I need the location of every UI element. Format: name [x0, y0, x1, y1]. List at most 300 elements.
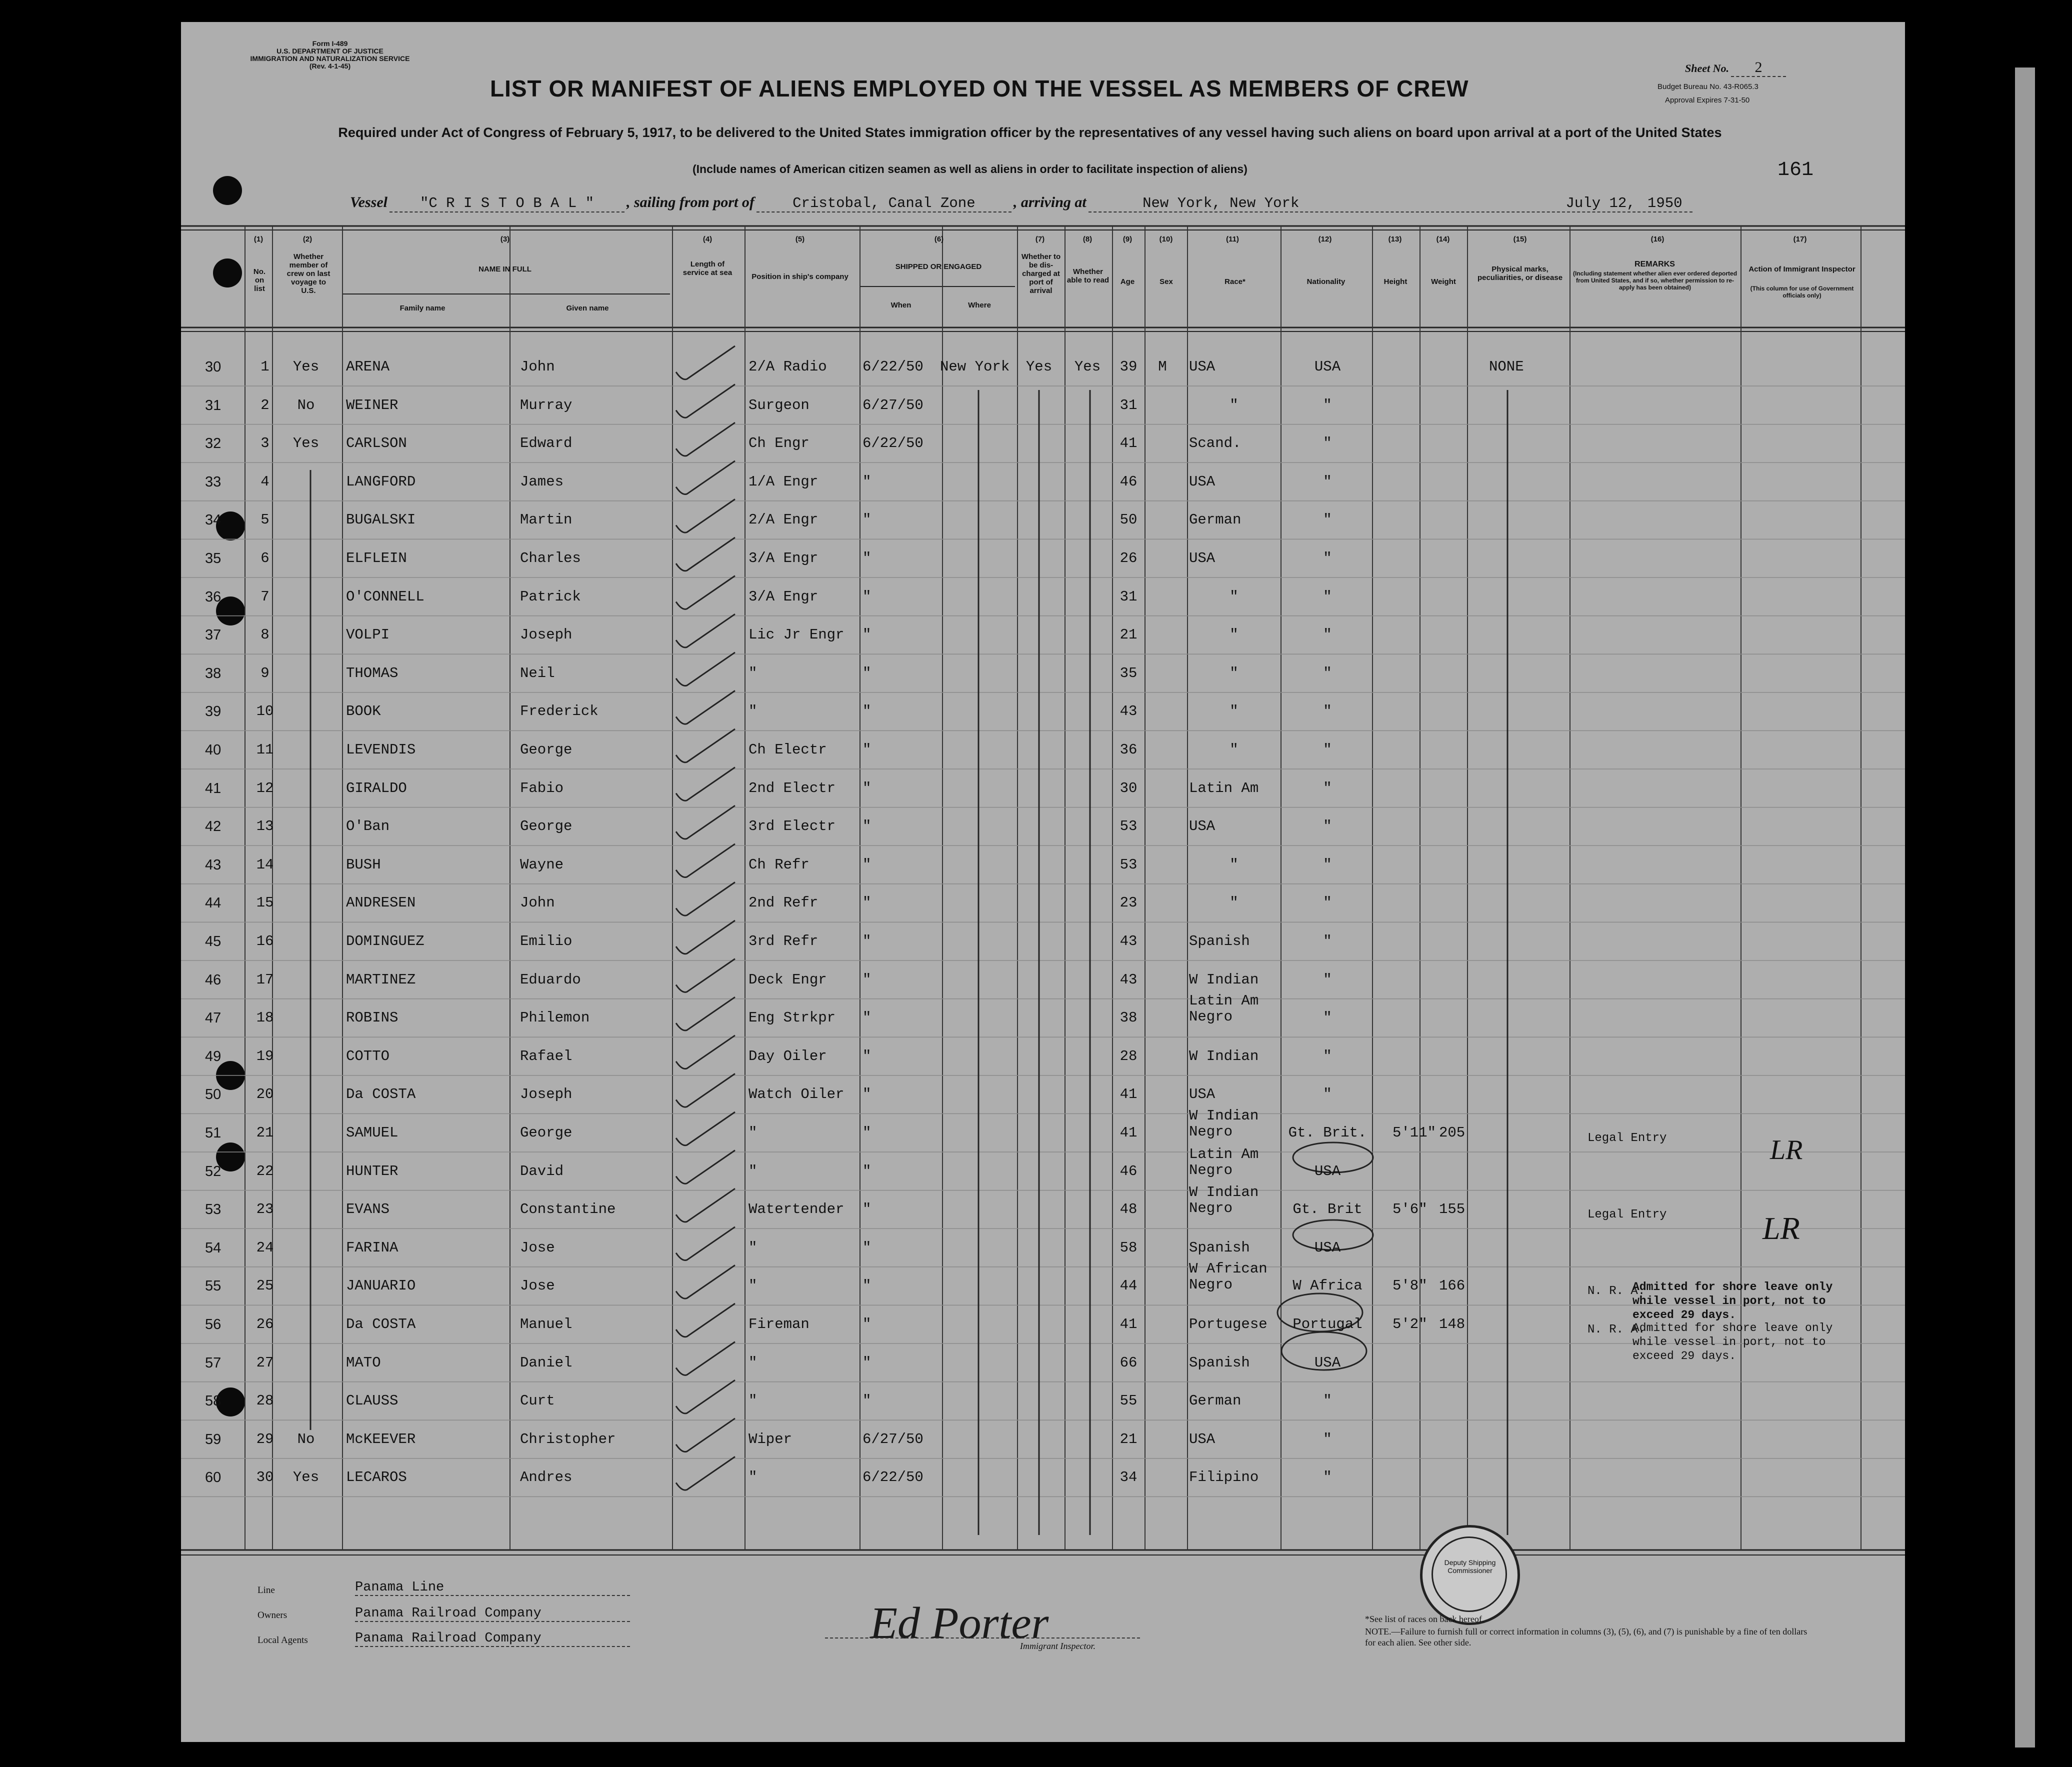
- age: 31: [1120, 396, 1138, 414]
- position: 2nd Refr: [748, 894, 818, 912]
- position: ": [748, 703, 758, 720]
- prev-voyage: No: [297, 396, 315, 414]
- shipped-when: ": [862, 1354, 872, 1371]
- given-name: Wayne: [520, 856, 564, 873]
- line-number: 60: [205, 1470, 222, 1486]
- given-name: Constantine: [520, 1201, 616, 1218]
- able-read: Yes: [1074, 358, 1101, 375]
- nationality: ": [1323, 933, 1332, 950]
- given-name: James: [520, 473, 564, 490]
- race: [1189, 1184, 1258, 1216]
- position: 3/A Engr: [748, 588, 818, 605]
- header-age: Age: [1120, 278, 1135, 286]
- footer-line-label: Line: [258, 1585, 275, 1596]
- row-number: 7: [260, 588, 270, 605]
- age: 38: [1120, 1010, 1138, 1026]
- footer-note-fine: NOTE.—Failure to furnish full or correct information in columns (3), (5), (6), and (7) is punishable by a fine of ten dollars for each alien. See other side.: [1365, 1626, 1808, 1648]
- shipped-when: ": [862, 626, 872, 644]
- position: Lic Jr Engr: [748, 626, 844, 644]
- family-name: MARTINEZ: [346, 971, 416, 988]
- nationality: ": [1323, 626, 1332, 644]
- admitted-stamp: Admitted for shore leave only while vessel in port, not to exceed 29 days.: [1632, 1322, 1833, 1362]
- age: 41: [1120, 1086, 1138, 1103]
- race-line: Negro: [1189, 1200, 1233, 1217]
- given-name: Emilio: [520, 933, 572, 950]
- nationality: USA: [1314, 1239, 1341, 1256]
- nationality: ": [1323, 512, 1332, 528]
- position: ": [748, 1239, 758, 1256]
- race: W Indian: [1189, 971, 1259, 988]
- height: 5'8": [1392, 1278, 1428, 1294]
- age: 41: [1120, 435, 1138, 452]
- arrival-date: July 12,: [1356, 195, 1636, 212]
- row-number: 14: [256, 856, 274, 873]
- nationality: USA: [1314, 1354, 1341, 1371]
- race: Spanish: [1189, 1239, 1250, 1256]
- shipped-when: ": [862, 894, 872, 912]
- position: ": [748, 664, 758, 682]
- header-sex: Sex: [1160, 278, 1173, 286]
- position: ": [748, 1162, 758, 1180]
- line-number: 41: [205, 780, 222, 796]
- nationality: W Africa: [1292, 1278, 1362, 1294]
- age: 66: [1120, 1354, 1138, 1371]
- age: 31: [1120, 588, 1138, 605]
- family-name: FARINA: [346, 1239, 398, 1256]
- age: 34: [1120, 1469, 1138, 1486]
- given-name: Manuel: [520, 1316, 572, 1332]
- given-name: John: [520, 358, 555, 375]
- row-number: 16: [256, 933, 274, 950]
- given-name: Edward: [520, 435, 572, 452]
- col-num: (17): [1793, 235, 1807, 244]
- race: Filipino: [1189, 1469, 1259, 1486]
- row-number: 4: [260, 473, 270, 490]
- row-number: 10: [256, 703, 274, 720]
- race: ": [1230, 894, 1238, 912]
- age: 30: [1120, 780, 1138, 796]
- line-number: 57: [205, 1354, 222, 1371]
- race: USA: [1189, 550, 1216, 566]
- race: Portugese: [1189, 1316, 1268, 1332]
- footer-agents-label: Local Agents: [258, 1635, 308, 1646]
- prev-voyage: Yes: [292, 1469, 320, 1486]
- race-line: Negro: [1189, 1124, 1233, 1140]
- position: 2nd Electr: [748, 780, 836, 796]
- col-num: (2): [302, 235, 312, 244]
- line-number: 31: [205, 397, 222, 414]
- service-checkmark: [676, 690, 735, 724]
- nationality: ": [1323, 664, 1332, 682]
- nationality: ": [1323, 1048, 1332, 1064]
- nationality: ": [1323, 780, 1332, 796]
- line-number: 35: [205, 550, 222, 566]
- given-name: Neil: [520, 664, 555, 682]
- position: 2/A Engr: [748, 512, 818, 528]
- service-checkmark: [676, 384, 735, 418]
- position: 3rd Refr: [748, 933, 818, 950]
- age: 43: [1120, 971, 1138, 988]
- race: [1189, 1261, 1268, 1293]
- row-number: 25: [256, 1278, 274, 1294]
- shipped-when: ": [862, 1392, 872, 1410]
- row-number: 21: [256, 1124, 274, 1141]
- given-name: Fabio: [520, 780, 564, 796]
- row-number: 23: [256, 1201, 274, 1218]
- race-line: Latin Am: [1189, 1146, 1259, 1162]
- col-num: (15): [1513, 235, 1527, 244]
- service-checkmark: [676, 1150, 735, 1184]
- weight: 148: [1439, 1316, 1466, 1332]
- family-name: O'CONNELL: [346, 588, 424, 605]
- given-name: Eduardo: [520, 971, 581, 988]
- port-from: Cristobal, Canal Zone: [756, 195, 1012, 212]
- line-number: 49: [205, 1048, 222, 1064]
- arrival-year: 1950: [1638, 195, 1692, 212]
- race-line: W African: [1189, 1260, 1268, 1278]
- given-name: Christopher: [520, 1430, 616, 1448]
- shipped-when: ": [862, 550, 872, 566]
- row-number: 6: [260, 550, 270, 566]
- handwritten-initials: LR: [1770, 1134, 1803, 1166]
- given-name: Frederick: [520, 703, 598, 720]
- race-line: Negro: [1189, 1008, 1233, 1026]
- line-number: 44: [205, 895, 222, 912]
- inspector-label: Immigrant Inspector.: [1020, 1641, 1096, 1651]
- service-checkmark: [676, 1456, 735, 1490]
- nationality: Gt. Brit: [1292, 1201, 1362, 1218]
- family-name: BOOK: [346, 703, 381, 720]
- given-name: George: [520, 818, 572, 835]
- shipped-when: ": [862, 1086, 872, 1103]
- header-action: Action of Immigrant Inspector: [1748, 265, 1856, 274]
- col-num: (1): [254, 235, 264, 244]
- service-checkmark: [676, 1380, 735, 1414]
- family-name: COTTO: [346, 1048, 390, 1064]
- service-checkmark: [676, 1036, 735, 1069]
- shipped-when: 6/22/50: [862, 358, 924, 375]
- position: Ch Engr: [748, 435, 810, 452]
- given-name: David: [520, 1162, 564, 1180]
- race: Spanish: [1189, 933, 1250, 950]
- shipped-when: 6/22/50: [862, 1469, 924, 1486]
- header-no-on-list: No. on list: [253, 268, 266, 293]
- row-number: 18: [256, 1010, 274, 1026]
- shipped-when: ": [862, 588, 872, 605]
- col-num: (4): [702, 235, 712, 244]
- prev-voyage: No: [297, 1430, 315, 1448]
- row-number: 30: [256, 1469, 274, 1486]
- age: 28: [1120, 1048, 1138, 1064]
- nationality: ": [1323, 1430, 1332, 1448]
- age: 58: [1120, 1239, 1138, 1256]
- age: 39: [1120, 358, 1138, 375]
- line-number: 43: [205, 856, 222, 873]
- given-name: Philemon: [520, 1010, 590, 1026]
- service-checkmark: [676, 346, 735, 380]
- shipped-when: 6/27/50: [862, 396, 924, 414]
- given-name: George: [520, 1124, 572, 1141]
- line-number: 51: [205, 1125, 222, 1141]
- shipped-when: ": [862, 742, 872, 758]
- nationality: ": [1323, 396, 1332, 414]
- position: Wiper: [748, 1430, 792, 1448]
- weight: 205: [1439, 1124, 1466, 1141]
- service-checkmark: [676, 1304, 735, 1337]
- position: ": [748, 1278, 758, 1294]
- port-stamp-center: Deputy Shipping Commissioner: [1444, 1558, 1496, 1574]
- age: 43: [1120, 933, 1138, 950]
- col-num: (5): [795, 235, 805, 244]
- col-num: (7): [1035, 235, 1045, 244]
- shipped-when: ": [862, 971, 872, 988]
- given-name: Murray: [520, 396, 572, 414]
- shipped-when: ": [862, 473, 872, 490]
- footer-line-value: Panama Line: [355, 1580, 630, 1596]
- nationality: ": [1323, 435, 1332, 452]
- col-num: (12): [1318, 235, 1332, 244]
- shipped-when: ": [862, 1048, 872, 1064]
- family-name: MATO: [346, 1354, 381, 1371]
- row-number: 29: [256, 1430, 274, 1448]
- race: [1189, 993, 1258, 1025]
- shipped-when: 6/27/50: [862, 1430, 924, 1448]
- line-number: 50: [205, 1086, 222, 1103]
- col-num: (11): [1226, 235, 1239, 244]
- race: Scand.: [1189, 435, 1242, 452]
- row-number: 15: [256, 894, 274, 912]
- service-checkmark: [676, 576, 735, 610]
- shipped-when: ": [862, 780, 872, 796]
- age: 23: [1120, 894, 1138, 912]
- subtitle: Required under Act of Congress of February 5, 1917, to be delivered to the United States immigration officer by the representatives of any vessel having such aliens on board upon arrival at a port of the United States: [338, 125, 1722, 140]
- nationality: ": [1323, 703, 1332, 720]
- header-length-service: Length of service at sea: [682, 260, 732, 277]
- race-line: W Indian: [1189, 1108, 1259, 1124]
- stamp-number: 161: [1778, 159, 1814, 182]
- position: Deck Engr: [748, 971, 827, 988]
- position: 3/A Engr: [748, 550, 818, 566]
- nationality: ": [1323, 894, 1332, 912]
- age: 35: [1120, 664, 1138, 682]
- race-line: Negro: [1189, 1276, 1233, 1294]
- position: Fireman: [748, 1316, 810, 1332]
- nationality: ": [1323, 1086, 1332, 1103]
- row-number: 3: [260, 435, 270, 452]
- line-number: 53: [205, 1202, 222, 1218]
- height: 5'6": [1392, 1201, 1428, 1218]
- family-name: THOMAS: [346, 664, 398, 682]
- line-number: 36: [205, 588, 222, 605]
- service-checkmark: [676, 1418, 735, 1452]
- service-checkmark: [676, 499, 735, 532]
- family-name: WEINER: [346, 396, 398, 414]
- family-name: CLAUSS: [346, 1392, 398, 1410]
- shipped-when: ": [862, 856, 872, 873]
- position: Day Oiler: [748, 1048, 827, 1064]
- age: 55: [1120, 1392, 1138, 1410]
- col-num: (3): [500, 235, 510, 244]
- shipped-when: ": [862, 1239, 872, 1256]
- header-when: When: [890, 301, 912, 310]
- race: Spanish: [1189, 1354, 1250, 1371]
- header-family-name: Family name: [400, 304, 446, 312]
- age: 46: [1120, 1162, 1138, 1180]
- line-number: 30: [205, 359, 222, 375]
- nationality: USA: [1314, 1162, 1341, 1180]
- shipped-when: ": [862, 1316, 872, 1332]
- position: 1/A Engr: [748, 473, 818, 490]
- nationality: Portugal: [1292, 1316, 1362, 1332]
- header-physical: Physical marks, peculiarities, or disease: [1477, 265, 1563, 282]
- header-height: Height: [1384, 278, 1408, 286]
- race: ": [1230, 703, 1238, 720]
- header-nationality: Nationality: [1306, 278, 1346, 286]
- given-name: Jose: [520, 1278, 555, 1294]
- row-number: 2: [260, 396, 270, 414]
- line-number: 46: [205, 972, 222, 988]
- remarks: N. R. A.: [1588, 1284, 1646, 1298]
- shipped-when: ": [862, 1162, 872, 1180]
- prev-voyage: Yes: [292, 435, 320, 452]
- col-num: (14): [1436, 235, 1450, 244]
- service-checkmark: [676, 1265, 735, 1298]
- family-name: Da COSTA: [346, 1316, 416, 1332]
- row-number: 27: [256, 1354, 274, 1371]
- row-number: 17: [256, 971, 274, 988]
- age: 21: [1120, 626, 1138, 644]
- given-name: Daniel: [520, 1354, 572, 1371]
- weight: 155: [1439, 1201, 1466, 1218]
- header-name-in-full: NAME IN FULL: [478, 265, 532, 274]
- service-checkmark: [676, 422, 735, 456]
- position: Surgeon: [748, 396, 810, 414]
- family-name: ELFLEIN: [346, 550, 407, 566]
- race: USA: [1189, 818, 1216, 835]
- row-number: 8: [260, 626, 270, 644]
- header-able-read: Whether able to read: [1066, 268, 1110, 284]
- family-name: LANGFORD: [346, 473, 416, 490]
- header-where: Where: [968, 301, 991, 310]
- header-discharged: Whether to be dis-charged at port of arrival: [1021, 252, 1061, 295]
- family-name: LEVENDIS: [346, 742, 416, 758]
- race: German: [1189, 1392, 1242, 1410]
- age: 46: [1120, 473, 1138, 490]
- page-title: LIST OR MANIFEST OF ALIENS EMPLOYED ON THE VESSEL AS MEMBERS OF CREW: [490, 76, 1469, 102]
- footer-owners-value: Panama Railroad Company: [355, 1606, 630, 1622]
- line-number: 59: [205, 1431, 222, 1448]
- footer-owners-label: Owners: [258, 1610, 288, 1620]
- position: ": [748, 1124, 758, 1141]
- line-number: 47: [205, 1010, 222, 1026]
- service-checkmark: [676, 1227, 735, 1260]
- height: 5'2": [1392, 1316, 1428, 1332]
- footer-note-races: *See list of races on back hereof.: [1365, 1614, 1484, 1624]
- position: Ch Refr: [748, 856, 810, 873]
- nationality: ": [1323, 818, 1332, 835]
- port-to: New York, New York: [1088, 195, 1354, 212]
- position: Watertender: [748, 1201, 844, 1218]
- header-given-name: Given name: [566, 304, 609, 312]
- header-action-sub: (This column for use of Government officials only): [1750, 285, 1854, 299]
- remarks: Legal Entry: [1588, 1208, 1667, 1222]
- shipped-when: ": [862, 1278, 872, 1294]
- given-name: Curt: [520, 1392, 555, 1410]
- header-shipped: SHIPPED OR ENGAGED: [895, 262, 982, 271]
- col-num: (13): [1388, 235, 1402, 244]
- family-name: SAMUEL: [346, 1124, 398, 1141]
- age: 41: [1120, 1316, 1138, 1332]
- header-remarks: REMARKS: [1634, 260, 1675, 268]
- col-num: (16): [1650, 235, 1664, 244]
- race: Latin Am: [1189, 780, 1259, 796]
- family-name: VOLPI: [346, 626, 390, 644]
- position: ": [748, 1392, 758, 1410]
- line-number: 42: [205, 818, 222, 835]
- nationality: ": [1323, 473, 1332, 490]
- position: Ch Electr: [748, 742, 827, 758]
- approval-expires: Approval Expires 7-31-50: [1665, 96, 1750, 104]
- family-name: BUSH: [346, 856, 381, 873]
- row-number: 22: [256, 1162, 274, 1180]
- race: USA: [1189, 358, 1216, 375]
- service-checkmark: [676, 920, 735, 954]
- footer-agents-value: Panama Railroad Company: [355, 1631, 630, 1647]
- race-line: W Indian: [1189, 1184, 1259, 1201]
- family-name: HUNTER: [346, 1162, 398, 1180]
- age: 43: [1120, 703, 1138, 720]
- line-number: 54: [205, 1240, 222, 1256]
- row-number: 1: [260, 358, 270, 375]
- row-number: 13: [256, 818, 274, 835]
- age: 48: [1120, 1201, 1138, 1218]
- form-identifier: Form I-489 U.S. DEPARTMENT OF JUSTICE IMMIGRATION AND NATURALIZATION SERVICE (Rev. 4-1-45): [250, 40, 410, 70]
- service-checkmark: [676, 806, 735, 839]
- row-number: 24: [256, 1239, 274, 1256]
- race: ": [1230, 588, 1238, 605]
- given-name: Joseph: [520, 626, 572, 644]
- given-name: Rafael: [520, 1048, 572, 1064]
- col-num: (8): [1082, 235, 1092, 244]
- shipped-when: 6/22/50: [862, 435, 924, 452]
- col-num: (9): [1122, 235, 1132, 244]
- age: 53: [1120, 856, 1138, 873]
- service-checkmark: [676, 959, 735, 992]
- vessel-name: "C R I S T O B A L ": [390, 195, 624, 212]
- service-checkmark: [676, 1342, 735, 1376]
- age: 26: [1120, 550, 1138, 566]
- nationality: USA: [1314, 358, 1341, 375]
- remarks: Legal Entry: [1588, 1132, 1667, 1145]
- prev-voyage: Yes: [292, 358, 320, 375]
- race: ": [1230, 396, 1238, 414]
- race: W Indian: [1189, 1048, 1259, 1064]
- position: 3rd Electr: [748, 818, 836, 835]
- row-number: 11: [256, 742, 274, 758]
- service-checkmark: [676, 1112, 735, 1146]
- family-name: O'Ban: [346, 818, 390, 835]
- header-position: Position in ship's company: [752, 272, 848, 281]
- shipped-where: New York: [940, 358, 1010, 375]
- line-number: 34: [205, 512, 222, 528]
- handwritten-initials: LR: [1762, 1210, 1800, 1246]
- service-checkmark: [676, 538, 735, 571]
- family-name: McKEEVER: [346, 1430, 416, 1448]
- row-number: 12: [256, 780, 274, 796]
- service-checkmark: [676, 652, 735, 686]
- position: ": [748, 1469, 758, 1486]
- shipped-when: ": [862, 1124, 872, 1141]
